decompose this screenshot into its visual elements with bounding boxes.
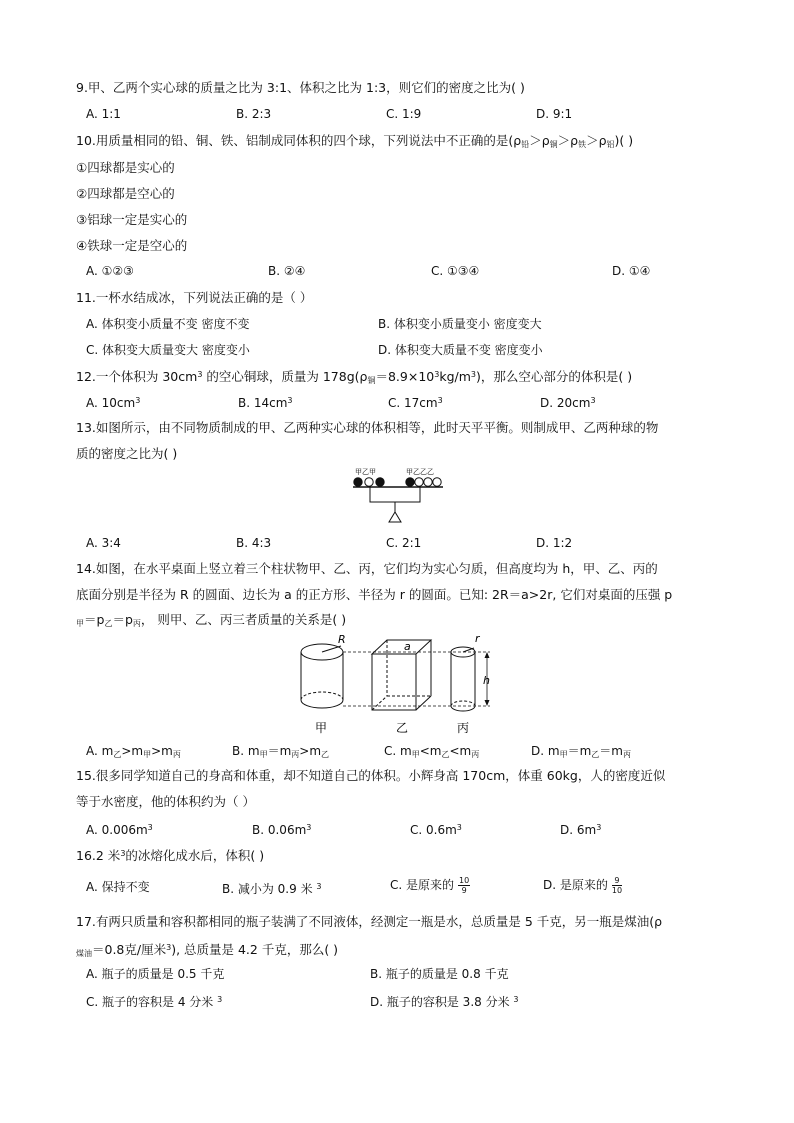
q16-option-b[interactable]: B. 减小为 0.9 米 $^3$	[222, 882, 322, 896]
q10-option-b[interactable]: B. ②④	[268, 264, 306, 278]
q15-line1: 15.很多同学知道自己的身高和体重，却不知道自己的体积。小辉身高 170cm，体重 60kg，人的密度近似	[76, 768, 666, 783]
q17-option-a[interactable]: A. 瓶子的质量是 0.5 千克	[86, 967, 225, 981]
cylinders-figure	[290, 630, 510, 742]
q13-option-d[interactable]: D. 1:2	[536, 536, 573, 550]
q11-stem: 11.一杯水结成冰，下列说法正确的是（ ）	[76, 290, 313, 305]
q15-line2: 等于水密度，他的体积约为（ ）	[76, 794, 255, 809]
q16-stem: 16.2 米$^3$的冰熔化成水后，体积( )	[76, 848, 265, 863]
q12-option-a[interactable]: A. $10cm^3$	[86, 396, 141, 410]
q17-option-c[interactable]: C. 瓶子的容积是 4 分米 $^3$	[86, 995, 223, 1009]
ball-jia	[406, 478, 414, 486]
q14-line3: $_甲=p_乙=p_丙$， 则甲、乙、丙三者质量的关系是( )	[76, 612, 347, 628]
cylinder-jia	[301, 644, 343, 708]
q12-option-d[interactable]: D. $20cm^3$	[540, 396, 596, 410]
q17-option-b[interactable]: B. 瓶子的质量是 0.8 千克	[370, 967, 509, 981]
balance-right-labels: 甲乙乙乙	[406, 468, 434, 476]
q9-option-c[interactable]: C. 1:9	[386, 107, 422, 121]
q12-option-c[interactable]: C. $17cm^3$	[388, 396, 443, 410]
q9-stem: 9.甲、乙两个实心球的质量之比为 3:1、体积之比为 1:3，则它们的密度之比为( )	[76, 80, 525, 95]
q13-option-c[interactable]: C. 2:1	[386, 536, 422, 550]
q10-option-a[interactable]: A. ①②③	[86, 264, 134, 278]
q10-statement-1: ①四球都是实心的	[76, 160, 175, 175]
ball-jia	[376, 478, 384, 486]
ball-yi	[365, 478, 373, 486]
q11-option-d[interactable]: D. 体积变大质量不变 密度变小	[378, 343, 543, 357]
q13-stem-line2: 质的密度之比为( )	[76, 446, 178, 461]
q10-statement-4: ④铁球一定是空心的	[76, 238, 188, 253]
q17-line1: 17.有两只质量和容积都相同的瓶子装满了不同液体，经测定一瓶是水，总质量是 5 千克，另一瓶是煤油(ρ	[76, 914, 663, 929]
balance-fulcrum	[389, 512, 401, 522]
q9-option-d[interactable]: D. 9:1	[536, 107, 573, 121]
label-R: R	[338, 633, 346, 646]
q10-stem: 10.用质量相同的铅、铜、铁、铝制成同体积的四个球，下列说法中不正确的是$(\rho_铅>\rho_铜>\rho_铁>\rho_铝)$( )	[76, 133, 634, 149]
q14-line2: 底面分别是半径为 R 的圆面、边长为 a 的正方形、半径为 r 的圆面。已知: 2R＝a>2r, 它们对桌面的压强 p	[76, 587, 673, 602]
q15-option-b[interactable]: B. $0.06m^3$	[252, 823, 312, 837]
q13-stem-line1: 13.如图所示，由不同物质制成的甲、乙两种实心球的体积相等，此时天平平衡。则制成甲、乙两种球的物	[76, 420, 659, 435]
ball-jia	[354, 478, 362, 486]
fraction-9-10: $\frac{9}{10}$	[611, 876, 623, 895]
q15-option-c[interactable]: C. $0.6m^3$	[410, 823, 462, 837]
q16-option-a[interactable]: A. 保持不变	[86, 880, 150, 894]
balance-figure	[345, 462, 445, 528]
q11-option-c[interactable]: C. 体积变大质量变大 密度变小	[86, 343, 250, 357]
q14-option-a[interactable]: A. $m_乙>m_甲>m_丙$	[86, 744, 181, 759]
q16-option-d[interactable]: D. 是原来的 $\frac{9}{10}$	[543, 876, 623, 895]
prism-yi	[372, 640, 431, 710]
q12-option-b[interactable]: B. $14cm^3$	[238, 396, 293, 410]
q10-option-d[interactable]: D. ①④	[612, 264, 651, 278]
label-jia: 甲	[315, 721, 328, 735]
ball-yi	[433, 478, 441, 486]
q10-statement-2: ②四球都是空心的	[76, 186, 175, 201]
cylinder-bing	[451, 647, 475, 711]
q13-option-a[interactable]: A. 3:4	[86, 536, 121, 550]
q15-option-d[interactable]: D. $6m^3$	[560, 823, 602, 837]
q14-option-d[interactable]: D. $m_甲=m_乙=m_丙$	[531, 744, 631, 759]
label-h: h	[483, 674, 490, 687]
fraction-10-9: $\frac{10}{9}$	[459, 876, 470, 895]
q16-option-c[interactable]: C. 是原来的 $\frac{10}{9}$	[390, 876, 470, 895]
label-yi: 乙	[396, 721, 409, 735]
q13-option-b[interactable]: B. 4:3	[236, 536, 272, 550]
label-bing: 丙	[457, 721, 470, 735]
q17-line2: $_{煤油}$＝0.8克/厘米$^3$), 总质量是 4.2 千克，那么( )	[76, 942, 339, 958]
label-a: a	[404, 640, 411, 653]
q17-option-d[interactable]: D. 瓶子的容积是 3.8 分米 $^3$	[370, 995, 519, 1009]
ball-yi	[424, 478, 432, 486]
q10-option-c[interactable]: C. ①③④	[431, 264, 480, 278]
q9-option-b[interactable]: B. 2:3	[236, 107, 272, 121]
q11-option-a[interactable]: A. 体积变小质量不变 密度不变	[86, 317, 250, 331]
q14-option-c[interactable]: C. $m_甲<m_乙<m_丙$	[384, 744, 480, 759]
q11-option-b[interactable]: B. 体积变小质量变小 密度变大	[378, 317, 542, 331]
q14-option-b[interactable]: B. $m_甲=m_丙>m_乙$	[232, 744, 330, 759]
q15-option-a[interactable]: A. $0.006m^3$	[86, 823, 153, 837]
ball-yi	[415, 478, 423, 486]
q14-line1: 14.如图，在水平桌面上竖立着三个柱状物甲、乙、丙，它们均为实心匀质，但高度均为 h，甲、乙、丙的	[76, 561, 658, 576]
q9-option-a[interactable]: A. 1:1	[86, 107, 121, 121]
q10-statement-3: ③铝球一定是实心的	[76, 212, 188, 227]
balance-support	[370, 487, 420, 502]
balance-left-labels: 甲乙甲	[355, 468, 376, 476]
q12-stem: 12.一个体积为 $30cm^3$ 的空心铜球，质量为 $178g(\rho_铜=8.9\times 10^3kg/m^3)$，那么空心部分的体积是( )	[76, 369, 633, 385]
label-r: r	[475, 632, 480, 645]
